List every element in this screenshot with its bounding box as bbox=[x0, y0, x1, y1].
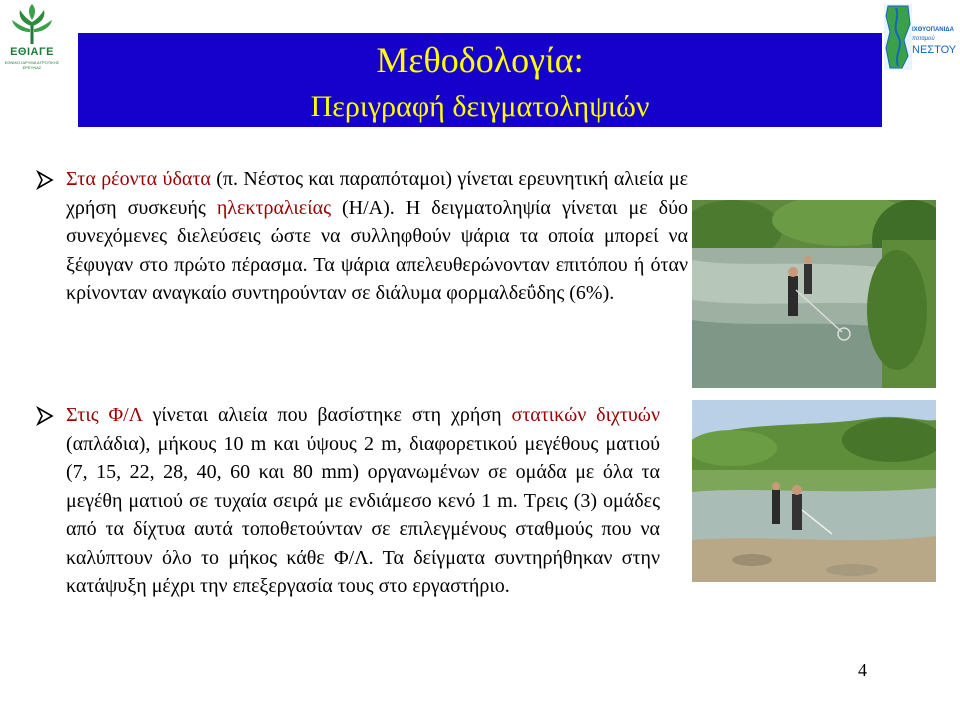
arrow-bullet-icon bbox=[35, 170, 55, 190]
page-number: 4 bbox=[858, 660, 867, 680]
bullet-1-segment-0: Στα ρέοντα ύδατα bbox=[66, 168, 211, 190]
riverbank-sampling-photo bbox=[692, 400, 936, 582]
nestos-logo-text bbox=[912, 26, 958, 56]
bullet-1-segment-1: (π. Νέστος και παραπόταμοι) γίνεται ερευνητική αλιεία με χρήση συσκευής bbox=[66, 168, 688, 219]
bullet-2-segment-3: (απλάδια), μήκους 10 m και ύψους 2 m, διαφορετικού μεγέθους ματιού (7, 15, 22, 28, 40, 60 και 80 mm) οργανωμένων σε ομάδα με όλα τα μεγέθη ματιού σε τυχαία σειρά με ενδιάμεσο κενό 1 m. Τρεις (3) ομάδες από τα δίχτυα αυτά τοποθετούνταν σε επιλεγμένους σταθμούς που να καλύπτουν όλο το μήκος κάθε Φ/Λ. Τα δείγματα συντηρήθηκαν στην κατάψυξη μέχρι την επεξεργασία τους στο εργαστήριο. bbox=[66, 432, 660, 597]
ethiage-logo-subtext: ΕΘΝΙΚΟ ΙΔΡΥΜΑ ΑΓΡΟΤΙΚΗΣ ΕΡΕΥΝΑΣ bbox=[4, 60, 60, 70]
bullet-2-segment-1: γίνεται αλιεία που βασίστηκε στη χρήση bbox=[142, 404, 512, 426]
bullet-2-segment-0: Στις Φ/Λ bbox=[66, 404, 143, 426]
bullet-paragraph-2 bbox=[66, 401, 660, 601]
nestos-logo-line2: ποταμού bbox=[912, 36, 935, 42]
slide-subtitle: Περιγραφή δειγματοληψιών bbox=[310, 90, 650, 123]
ethiage-logo-text: ΕΘΙΑΓΕ bbox=[10, 46, 54, 58]
slide-title: Μεθοδολογία: bbox=[376, 40, 584, 80]
river-map-icon bbox=[884, 4, 912, 70]
nestos-logo-line1: ΙΧΘΥΟΠΑΝΙΔΑ bbox=[912, 27, 954, 33]
bullet-1-segment-3: (Η/Α). Η δειγματοληψία γίνεται με δύο συνεχόμενες διελεύσεις ώστε να συλληφθούν ψάρια τα οποία μπορεί να ξέφυγαν στο πρώτο πέρασμα. Τα ψάρια απελευθερώνονταν επιτόπου ή όταν κρίνονταν αναγκαίο συντηρούνταν σε διάλυμα φορμαλδεΰδης (6%). bbox=[66, 196, 688, 304]
arrow-bullet-icon bbox=[35, 406, 55, 426]
bullet-1-segment-2: ηλεκτραλιείας bbox=[216, 196, 331, 219]
bullet-paragraph-1 bbox=[66, 165, 688, 308]
nestos-logo-line3: ΝΕΣΤΟΥ bbox=[912, 44, 957, 56]
river-electrofishing-photo bbox=[692, 200, 936, 388]
bullet-2-segment-2: στατικών διχτυών bbox=[511, 404, 660, 426]
